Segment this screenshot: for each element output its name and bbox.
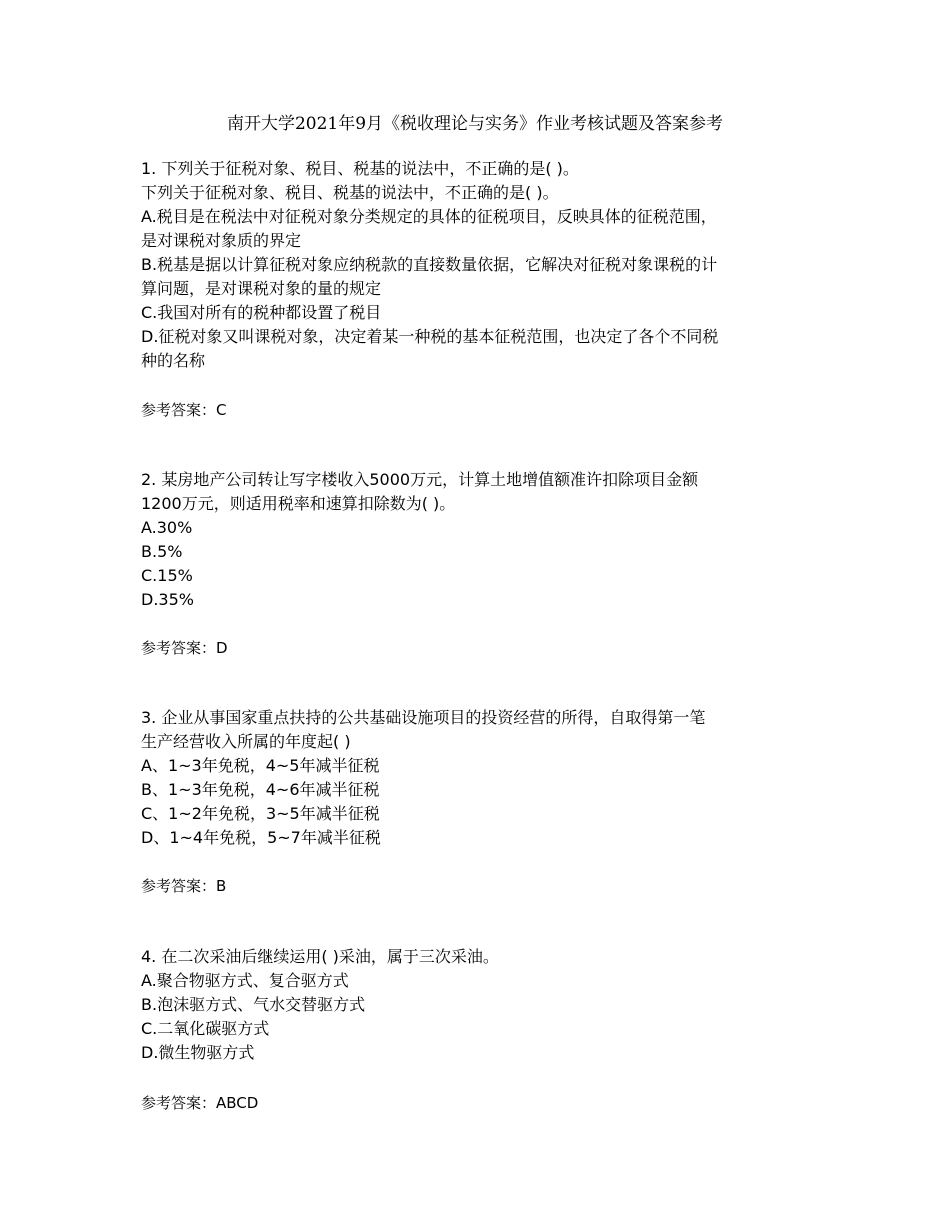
option-d: D、1~4年免税，5~7年减半征税 xyxy=(141,828,381,847)
question-4 xyxy=(141,945,831,1065)
reference-answer: 参考答案：D xyxy=(141,639,228,657)
option-c: C、1~2年免税，3~5年减半征税 xyxy=(141,804,380,823)
question-3 xyxy=(141,706,831,850)
option-a-line2: 是对课税对象质的界定 xyxy=(141,231,302,250)
option-b: B.5% xyxy=(141,542,183,561)
question-1 xyxy=(141,157,831,373)
reference-answer: 参考答案：C xyxy=(141,401,227,419)
option-a: A、1~3年免税，4~5年减半征税 xyxy=(141,756,380,775)
option-b-line1: B.税基是据以计算征税对象应纳税款的直接数量依据，它解决对征税对象课税的计 xyxy=(141,255,718,274)
option-a: A.30% xyxy=(141,518,193,537)
answer-3-block xyxy=(141,874,831,898)
answer-1-block xyxy=(141,398,831,422)
option-b: B、1~3年免税，4~6年减半征税 xyxy=(141,780,380,799)
option-c: C.15% xyxy=(141,566,193,585)
option-d: D.微生物驱方式 xyxy=(141,1043,255,1062)
question-2 xyxy=(141,468,831,612)
question-stem: 1. 下列关于征税对象、税目、税基的说法中，不正确的是( )。 xyxy=(141,159,579,178)
question-stem-repeat: 下列关于征税对象、税目、税基的说法中，不正确的是( )。 xyxy=(141,183,559,202)
reference-answer: 参考答案：B xyxy=(141,877,227,895)
question-stem: 2. 某房地产公司转让写字楼收入5000万元，计算土地增值额准许扣除项目金额 xyxy=(141,470,699,489)
option-d-line1: D.征税对象又叫课税对象，决定着某一种税的基本征税范围，也决定了各个不同税 xyxy=(141,327,719,346)
option-a-line1: A.税目是在税法中对征税对象分类规定的具体的征税项目，反映具体的征税范围， xyxy=(141,207,717,226)
option-a: A.聚合物驱方式、复合驱方式 xyxy=(141,971,349,990)
reference-answer: 参考答案：ABCD xyxy=(141,1094,259,1112)
option-b: B.泡沫驱方式、气水交替驱方式 xyxy=(141,995,366,1014)
answer-2-block xyxy=(141,636,831,660)
option-b-line2: 算问题，是对课税对象的量的规定 xyxy=(141,279,382,298)
question-stem: 3. 企业从事国家重点扶持的公共基础设施项目的投资经营的所得，自取得第一笔 xyxy=(141,708,706,727)
option-c: C.二氧化碳驱方式 xyxy=(141,1019,270,1038)
option-d-line2: 种的名称 xyxy=(141,351,206,370)
question-stem-line2: 生产经营收入所属的年度起( ) xyxy=(141,732,351,751)
question-stem: 4. 在二次采油后继续运用( )采油，属于三次采油。 xyxy=(141,947,499,966)
answer-4-block xyxy=(141,1091,831,1115)
option-d: D.35% xyxy=(141,590,194,609)
option-c: C.我国对所有的税种都设置了税目 xyxy=(141,303,382,322)
document-title: 南开大学2021年9月《税收理论与实务》作业考核试题及答案参考 xyxy=(226,114,724,134)
question-stem-line2: 1200万元，则适用税率和速算扣除数为( )。 xyxy=(141,494,456,513)
